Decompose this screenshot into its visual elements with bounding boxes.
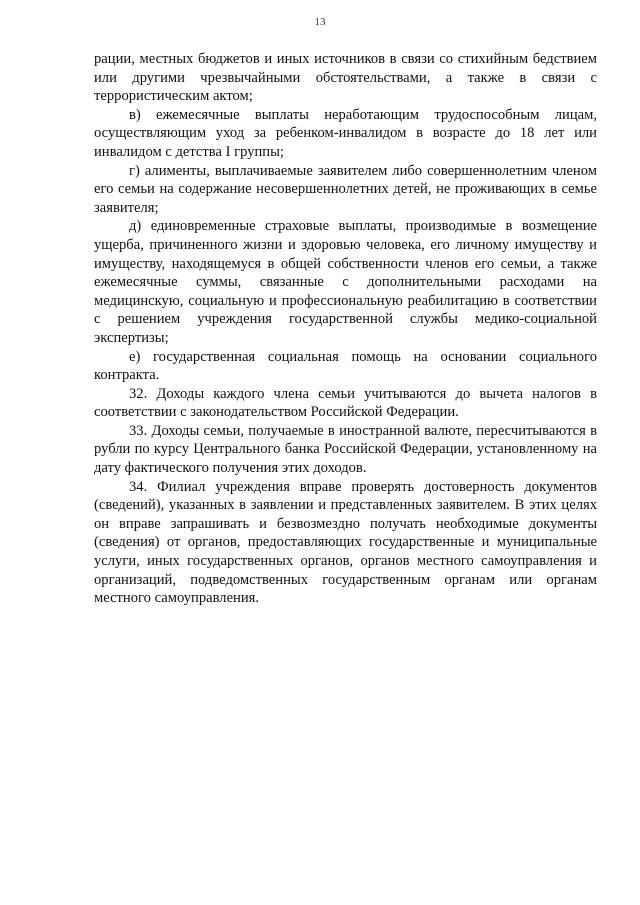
paragraph-item-g: г) алименты, выплачиваемые заявителем либо совершеннолетним членом его семьи на содержание несовершеннолетних детей, не проживающих в семье заявителя; bbox=[94, 162, 597, 216]
page-number: 13 bbox=[314, 16, 326, 28]
paragraph-item-v: в) ежемесячные выплаты неработающим трудоспособным лицам, осуществляющим уход за ребенком-инвалидом в возрасте до 18 лет или инвалидом с детства I группы; bbox=[94, 106, 597, 160]
paragraph-item-d: д) единовременные страховые выплаты, производимые в возмещение ущерба, причиненного жизни и здоровью человека, его личному имуществу и имуществу, находящемуся в общей собственности членов его семьи, а также ежемесячные суммы, связанные с дополнительными расходами на медицинскую, социальную и профессиональную реабилитацию в соответствии с решением учреждения государственной службы медико-социальной экспертизы; bbox=[94, 218, 597, 346]
paragraph-item-e: е) государственная социальная помощь на основании социального контракта. bbox=[94, 348, 597, 384]
paragraph-clause-32: 32. Доходы каждого члена семьи учитываются до вычета налогов в соответствии с законодательством Российской Федерации. bbox=[94, 385, 597, 421]
document-body bbox=[94, 50, 597, 608]
paragraph-clause-34: 34. Филиал учреждения вправе проверять достоверность документов (сведений), указанных в заявлении и представленных заявителем. В этих целях он вправе запрашивать и безвозмездно получать необходимые документы (сведения) от органов, предоставляющих государственные и муниципальные услуги, иных государственных органов, органов местного самоуправления и организаций, подведомственных государственным органам или органам местного самоуправления. bbox=[94, 478, 597, 607]
paragraph-clause-33: 33. Доходы семьи, получаемые в иностранной валюте, пересчитываются в рубли по курсу Центрального банка Российской Федерации, установленному на дату фактического получения этих доходов. bbox=[94, 422, 597, 477]
paragraph-continuation: рации, местных бюджетов и иных источников в связи со стихийным бедствием или другими чрезвычайными обстоятельствами, а также в связи с террористическим актом; bbox=[94, 51, 597, 105]
